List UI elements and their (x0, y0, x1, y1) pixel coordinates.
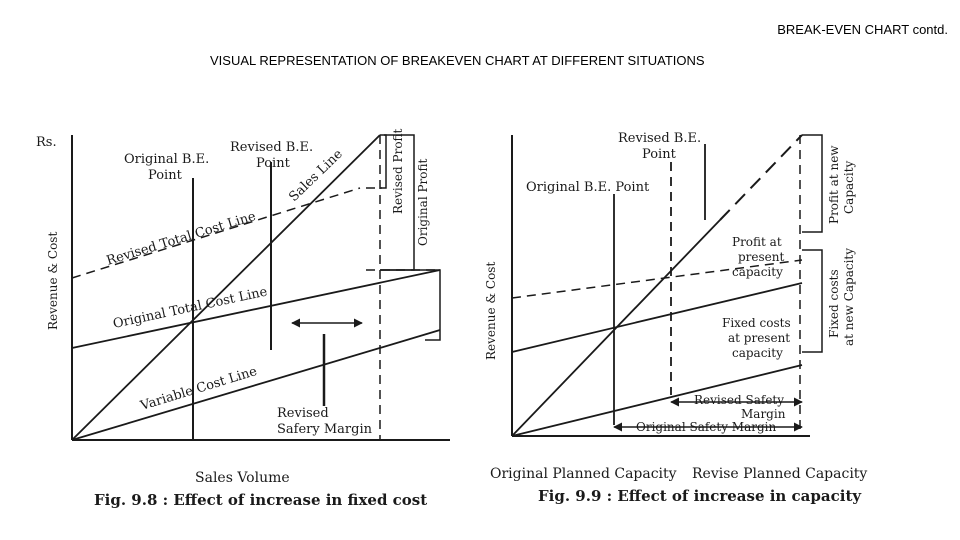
right-fixed-present-label-1: Fixed costs (722, 316, 791, 330)
left-revised-profit-bracket (380, 135, 386, 188)
right-bracket-upper (802, 135, 822, 232)
right-profit-new-label-2: Capacity (842, 160, 856, 214)
figure-9-9 (484, 131, 867, 505)
right-profit-present-label-3: capacity (732, 265, 783, 279)
left-revised-be-label-2: Point (256, 156, 290, 171)
left-variable-cost-label: Variable Cost Line (138, 364, 259, 414)
right-original-be-label: Original B.E. Point (526, 180, 650, 195)
left-revised-margin-label-2: Safery Margin (277, 422, 372, 437)
left-original-profit-label: Original Profit (416, 158, 430, 246)
right-revised-be-label-1: Revised B.E. (618, 131, 702, 146)
left-revised-be-label-1: Revised B.E. (230, 140, 314, 155)
right-x-label-original: Original Planned Capacity (490, 466, 677, 482)
right-y-label: Revenue & Cost (484, 261, 498, 360)
right-profit-present-label-2: present (738, 250, 785, 264)
left-revised-tc-label: Revised Total Cost Line (104, 209, 258, 269)
slide-title: BREAK-EVEN CHART contd. (777, 22, 948, 37)
left-original-be-label-2: Point (148, 168, 182, 183)
right-revised-safety-label-1: Revised Safety (694, 393, 785, 407)
right-fixed-present-label-2: at present (728, 331, 791, 345)
right-fixed-present-label-3: capacity (732, 346, 783, 360)
slide-subtitle: VISUAL REPRESENTATION OF BREAKEVEN CHART AT DIFFERENT SITUATIONS (210, 53, 705, 68)
left-sales-line-label: Sales Line (286, 146, 346, 205)
left-original-tc-label: Original Total Cost Line (111, 284, 269, 332)
left-caption: Fig. 9.8 : Effect of increase in fixed cost (94, 491, 428, 509)
left-original-total-cost-line (72, 270, 440, 348)
right-bracket-lower (802, 250, 822, 352)
left-revised-margin-label-1: Revised (277, 406, 329, 421)
figure-9-8 (36, 128, 450, 509)
right-sales-extension (720, 135, 802, 220)
right-profit-present-label-1: Profit at (732, 235, 782, 249)
right-original-safety-label: Original Safety Margin (636, 420, 777, 434)
scanned-figures (30, 120, 930, 520)
right-profit-new-label-1: Profit at new (827, 145, 841, 224)
left-revised-profit-label: Revised Profit (391, 128, 405, 214)
right-fixed-new-label-1: Fixed costs (827, 269, 841, 338)
right-x-label-revise: Revise Planned Capacity (692, 466, 868, 482)
left-x-label: Sales Volume (195, 470, 290, 486)
left-y-label: Revenue & Cost (46, 231, 60, 330)
right-revised-safety-label-2: Margin (741, 407, 786, 421)
left-original-be-label-1: Original B.E. (124, 152, 210, 167)
right-caption: Fig. 9.9 : Effect of increase in capacity (538, 487, 862, 505)
right-fixed-new-label-2: at new Capacity (842, 247, 856, 346)
right-revised-be-label-2: Point (642, 147, 676, 162)
left-y-unit: Rs. (36, 135, 57, 150)
